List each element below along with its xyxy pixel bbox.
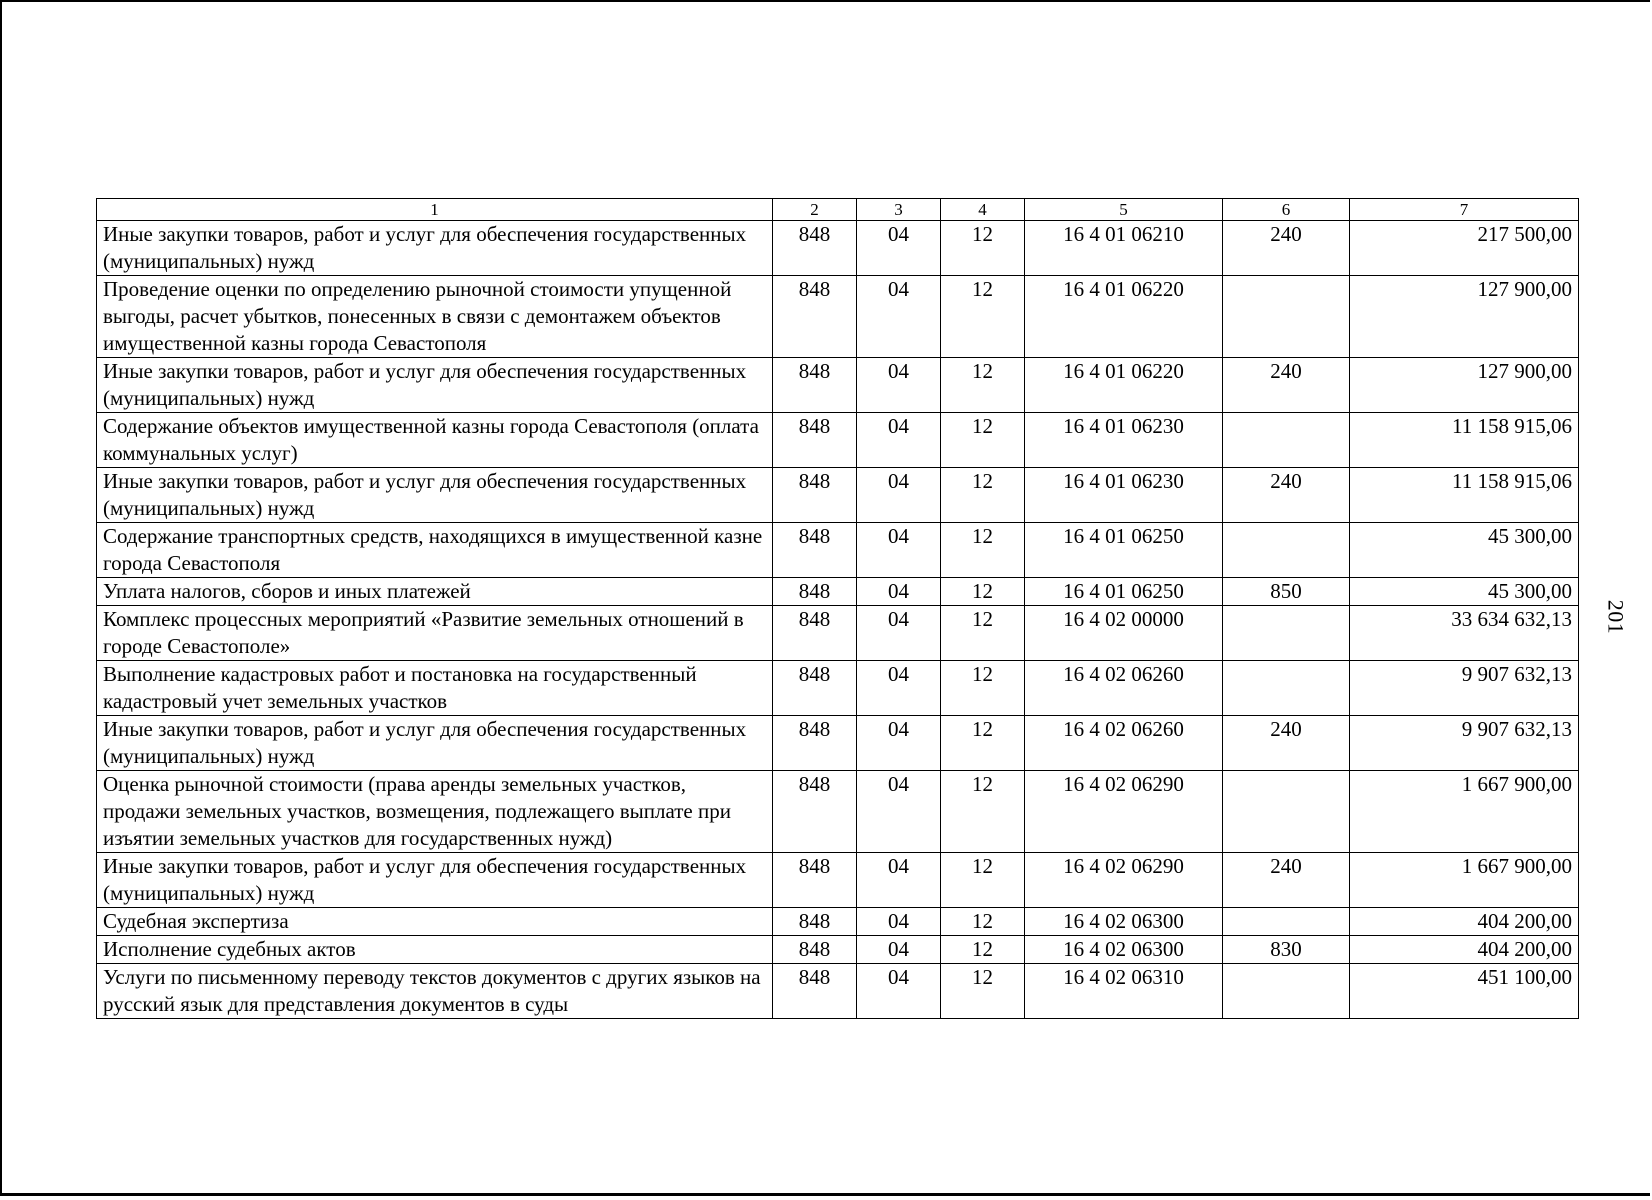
table-row (97, 908, 1579, 936)
row-code-3: 04 (857, 936, 941, 964)
col-header-2: 2 (773, 199, 857, 221)
row-code-5: 16 4 02 06310 (1025, 964, 1223, 1019)
row-code-3: 04 (857, 853, 941, 908)
table-row (97, 661, 1579, 716)
table-row (97, 606, 1579, 661)
row-code-2: 848 (773, 853, 857, 908)
row-amount: 451 100,00 (1350, 964, 1579, 1019)
row-code-3: 04 (857, 276, 941, 358)
row-code-6: 240 (1223, 853, 1350, 908)
row-code-3: 04 (857, 606, 941, 661)
row-code-3: 04 (857, 468, 941, 523)
row-code-3: 04 (857, 221, 941, 276)
row-code-5: 16 4 01 06230 (1025, 413, 1223, 468)
col-header-4: 4 (941, 199, 1025, 221)
row-code-4: 12 (941, 606, 1025, 661)
row-code-6 (1223, 771, 1350, 853)
row-code-4: 12 (941, 771, 1025, 853)
row-name: Уплата налогов, сборов и иных платежей (97, 578, 773, 606)
row-code-5: 16 4 02 06300 (1025, 936, 1223, 964)
table-row (97, 716, 1579, 771)
row-code-2: 848 (773, 578, 857, 606)
row-code-4: 12 (941, 358, 1025, 413)
row-code-2: 848 (773, 908, 857, 936)
row-code-4: 12 (941, 853, 1025, 908)
row-code-6 (1223, 413, 1350, 468)
row-amount: 1 667 900,00 (1350, 853, 1579, 908)
row-code-6: 240 (1223, 358, 1350, 413)
table-row (97, 221, 1579, 276)
row-code-3: 04 (857, 716, 941, 771)
row-amount: 45 300,00 (1350, 578, 1579, 606)
row-name: Проведение оценки по определению рыночной стоимости упущенной выгоды, расчет убытков, понесенных в связи с демонтажем объектов имущественной казны города Севастополя (97, 276, 773, 358)
row-name: Судебная экспертиза (97, 908, 773, 936)
table-row (97, 853, 1579, 908)
row-amount: 127 900,00 (1350, 358, 1579, 413)
row-code-4: 12 (941, 578, 1025, 606)
row-code-3: 04 (857, 413, 941, 468)
row-code-2: 848 (773, 661, 857, 716)
row-name: Иные закупки товаров, работ и услуг для обеспечения государственных (муниципальных) нужд (97, 221, 773, 276)
table-row (97, 964, 1579, 1019)
row-code-6: 240 (1223, 468, 1350, 523)
row-amount: 33 634 632,13 (1350, 606, 1579, 661)
row-code-4: 12 (941, 908, 1025, 936)
row-code-2: 848 (773, 413, 857, 468)
row-code-2: 848 (773, 771, 857, 853)
col-header-7: 7 (1350, 199, 1579, 221)
row-name: Исполнение судебных актов (97, 936, 773, 964)
row-code-4: 12 (941, 936, 1025, 964)
row-code-3: 04 (857, 523, 941, 578)
row-code-6 (1223, 523, 1350, 578)
row-code-6: 240 (1223, 716, 1350, 771)
row-code-6: 830 (1223, 936, 1350, 964)
col-header-1: 1 (97, 199, 773, 221)
row-code-5: 16 4 01 06230 (1025, 468, 1223, 523)
row-name: Выполнение кадастровых работ и постановка на государственный кадастровый учет земельных участков (97, 661, 773, 716)
row-name: Иные закупки товаров, работ и услуг для обеспечения государственных (муниципальных) нужд (97, 358, 773, 413)
table-row (97, 771, 1579, 853)
table-row (97, 276, 1579, 358)
row-code-5: 16 4 02 06260 (1025, 716, 1223, 771)
row-code-6 (1223, 276, 1350, 358)
row-code-5: 16 4 01 06250 (1025, 523, 1223, 578)
row-code-6: 240 (1223, 221, 1350, 276)
page-number: 201 (1603, 599, 1629, 635)
row-code-2: 848 (773, 964, 857, 1019)
row-name: Иные закупки товаров, работ и услуг для обеспечения государственных (муниципальных) нужд (97, 716, 773, 771)
row-code-4: 12 (941, 276, 1025, 358)
row-code-6: 850 (1223, 578, 1350, 606)
budget-table (96, 198, 1579, 1019)
row-code-3: 04 (857, 771, 941, 853)
row-code-4: 12 (941, 964, 1025, 1019)
row-code-4: 12 (941, 413, 1025, 468)
row-code-2: 848 (773, 468, 857, 523)
row-code-2: 848 (773, 221, 857, 276)
col-header-6: 6 (1223, 199, 1350, 221)
row-name: Содержание транспортных средств, находящихся в имущественной казне города Севастополя (97, 523, 773, 578)
row-code-6 (1223, 661, 1350, 716)
col-header-3: 3 (857, 199, 941, 221)
table-row (97, 523, 1579, 578)
table-row (97, 468, 1579, 523)
row-code-5: 16 4 02 06260 (1025, 661, 1223, 716)
row-code-3: 04 (857, 908, 941, 936)
row-name: Содержание объектов имущественной казны города Севастополя (оплата коммунальных услуг) (97, 413, 773, 468)
row-amount: 11 158 915,06 (1350, 413, 1579, 468)
row-amount: 9 907 632,13 (1350, 661, 1579, 716)
row-amount: 9 907 632,13 (1350, 716, 1579, 771)
row-amount: 404 200,00 (1350, 936, 1579, 964)
row-amount: 127 900,00 (1350, 276, 1579, 358)
row-code-3: 04 (857, 358, 941, 413)
row-code-5: 16 4 02 06300 (1025, 908, 1223, 936)
row-name: Иные закупки товаров, работ и услуг для обеспечения государственных (муниципальных) нужд (97, 853, 773, 908)
header-row (97, 199, 1579, 221)
table-row (97, 358, 1579, 413)
row-amount: 404 200,00 (1350, 908, 1579, 936)
row-code-5: 16 4 02 06290 (1025, 853, 1223, 908)
row-code-2: 848 (773, 716, 857, 771)
row-amount: 217 500,00 (1350, 221, 1579, 276)
row-code-3: 04 (857, 661, 941, 716)
col-header-5: 5 (1025, 199, 1223, 221)
row-code-5: 16 4 01 06220 (1025, 276, 1223, 358)
row-code-3: 04 (857, 964, 941, 1019)
row-code-4: 12 (941, 468, 1025, 523)
row-code-3: 04 (857, 578, 941, 606)
table-row (97, 413, 1579, 468)
row-name: Иные закупки товаров, работ и услуг для обеспечения государственных (муниципальных) нужд (97, 468, 773, 523)
row-code-5: 16 4 02 06290 (1025, 771, 1223, 853)
row-amount: 11 158 915,06 (1350, 468, 1579, 523)
row-code-5: 16 4 01 06210 (1025, 221, 1223, 276)
row-code-6 (1223, 964, 1350, 1019)
row-code-6 (1223, 606, 1350, 661)
row-code-5: 16 4 01 06220 (1025, 358, 1223, 413)
row-code-4: 12 (941, 716, 1025, 771)
row-code-5: 16 4 01 06250 (1025, 578, 1223, 606)
row-code-2: 848 (773, 358, 857, 413)
row-code-2: 848 (773, 606, 857, 661)
row-amount: 1 667 900,00 (1350, 771, 1579, 853)
row-name: Комплекс процессных мероприятий «Развитие земельных отношений в городе Севастополе» (97, 606, 773, 661)
row-name: Услуги по письменному переводу текстов документов с других языков на русский язык для представления документов в суды (97, 964, 773, 1019)
row-code-2: 848 (773, 523, 857, 578)
row-amount: 45 300,00 (1350, 523, 1579, 578)
row-code-4: 12 (941, 523, 1025, 578)
row-code-4: 12 (941, 221, 1025, 276)
row-code-4: 12 (941, 661, 1025, 716)
row-code-5: 16 4 02 00000 (1025, 606, 1223, 661)
row-code-2: 848 (773, 936, 857, 964)
row-name: Оценка рыночной стоимости (права аренды земельных участков, продажи земельных участков, возмещения, подлежащего выплате при изъятии земельных участков для государственных нужд) (97, 771, 773, 853)
row-code-2: 848 (773, 276, 857, 358)
row-code-6 (1223, 908, 1350, 936)
table-row (97, 936, 1579, 964)
table-row (97, 578, 1579, 606)
